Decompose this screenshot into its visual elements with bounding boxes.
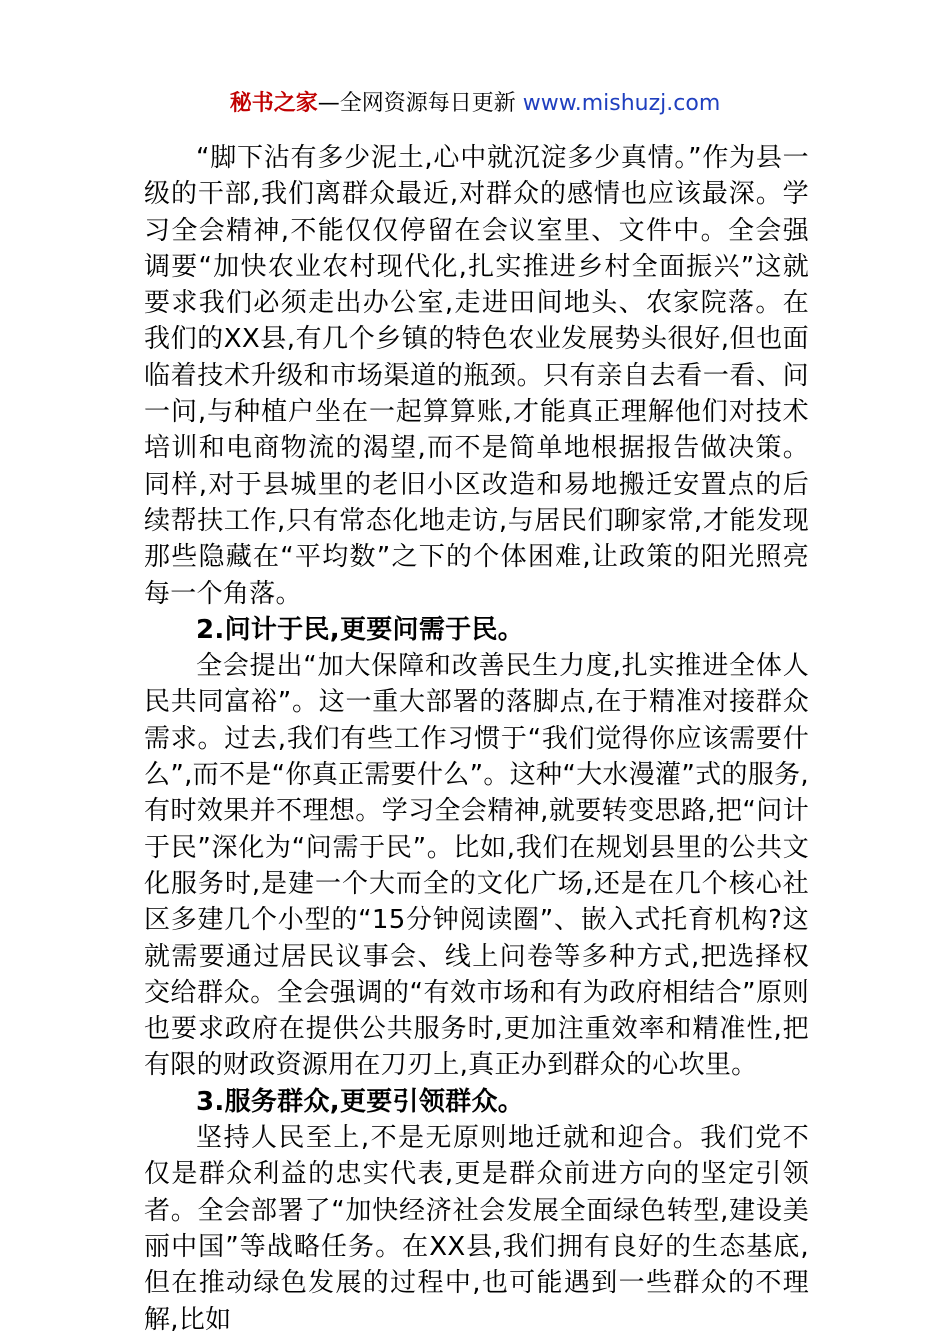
paragraph: 全会提出“加大保障和改善民生力度,扎实推进全体人民共同富裕”。这一重大部署的落脚点,在于精准对接群众需求。过去,我们有些工作习惯于“我们觉得你应该需要什么”,而不是“你真正需要什么”。这种“大水漫灌”式的服务,有时效果并不理想。学习全会精神,就要转变思路,把“问计于民”深化为“问需于民”。比如,我们在规划县里的公共文化服务时,是建一个大而全的文化广场,还是在几个核心社区多建几个小型的“15分钟阅读圈”、嵌入式托育机构?这就需要通过居民议事会、线上问卷等多种方式,把选择权交给群众。全会强调的“有效市场和有为政府相结合”原则也要求政府在提供公共服务时,更加注重效率和精准性,把有限的财政资源用在刀刃上,真正办到群众的心坎里。 (144, 651, 809, 1081)
paragraph: 坚持人民至上,不是无原则地迁就和迎合。我们党不仅是群众利益的忠实代表,更是群众前进方向的坚定引领者。全会部署了“加快经济社会发展全面绿色转型,建设美丽中国”等战略任务。在XX县,我们拥有良好的生态基底,但在推动绿色发展的过程中,也可能遇到一些群众的不理解,比如 (144, 1123, 809, 1335)
brand-name: 秘书之家 (229, 91, 318, 116)
page-header (0, 88, 950, 120)
paragraph: “脚下沾有多少泥土,心中就沉淀多少真情。”作为县一级的干部,我们离群众最近,对群众的感情也应该最深。学习全会精神,不能仅仅停留在会议室里、文件中。全会强调要“加快农业农村现代化,扎实推进乡村全面振兴”这就要求我们必须走出办公室,走进田间地头、农家院落。在我们的XX县,有几个乡镇的特色农业发展势头很好,但也面临着技术升级和市场渠道的瓶颈。只有亲自去看一看、问一问,与种植户坐在一起算算账,才能真正理解他们对技术培训和电商物流的渴望,而不是简单地根据报告做决策。同样,对于县城里的老旧小区改造和易地搬迁安置点的后续帮扶工作,只有常态化地走访,与居民们聊家常,才能发现那些隐藏在“平均数”之下的个体困难,让政策的阳光照亮每一个角落。 (144, 143, 809, 609)
site-url[interactable]: www.mishuzj.com (522, 91, 721, 116)
document-body (144, 140, 809, 1338)
header-tagline: —全网资源每日更新 (317, 91, 523, 116)
section-heading: 2.问计于民,更要问需于民。 (196, 614, 525, 645)
section-heading: 3.服务群众,更要引领群众。 (196, 1086, 525, 1117)
